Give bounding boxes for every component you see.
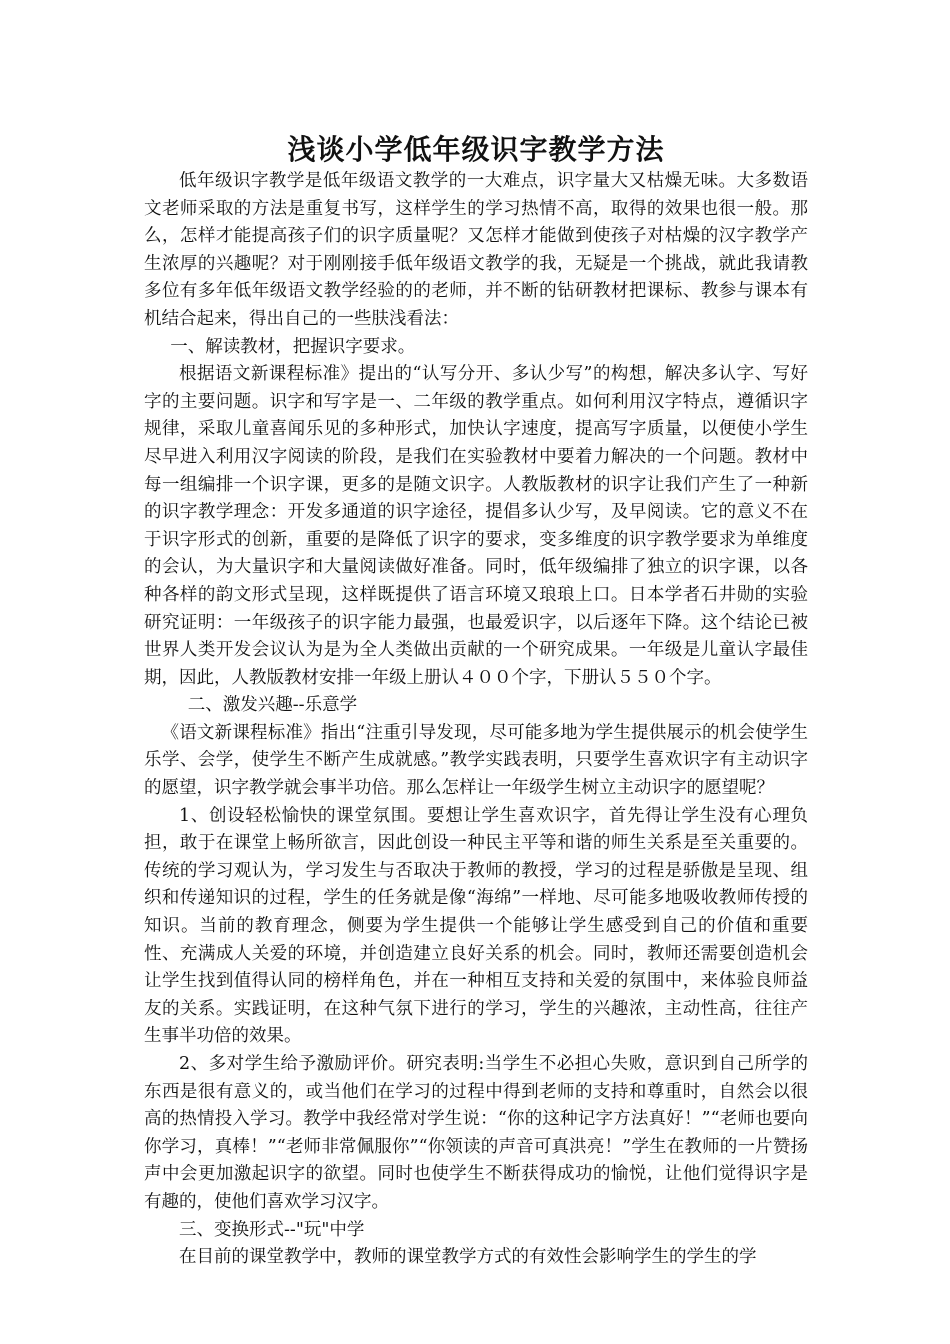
document-title: 浅谈小学低年级识字教学方法 — [287, 133, 665, 166]
paragraph-section-1: 根据语文新课程标准》提出的“认写分开、多认少写”的构想，解决多认字、写好字的主要问题。识字和写字是一、二年级的教学重点。如何利用汉字特点，遵循识字规律，采取儿童喜闻乐见的多种形式，加快认字速度，提高写字质量，以便使小学生尽早进入利用汉字阅读的阶段，是我们在实验教材中要着力解决的一个问题。教材中每一组编排一个识字课，更多的是随文识字。人教版教材的识字让我们产生了一种新的识字教学理念：开发多通道的识字途径，提倡多认少写，及早阅读。它的意义不在于识字形式的创新，重要的是降低了识字的要求，变多维度的识字教学要求为单维度的会认，为大量识字和大量阅读做好准备。同时，低年级编排了独立的识字课，以各种各样的韵文形式呈现，这样既提供了语言环境又琅琅上口。日本学者石井勋的实验研究证明：一年级孩子的识字能力最强，也最爱识字，以后逐年下降。这个结论已被世界人类开发会议认为是为全人类做出贡献的一个研究成果。一年级是儿童认字最佳期，因此，人教版教材安排一年级上册认４００个字，下册认５５０个字。 — [144, 364, 808, 688]
paragraph-point-2: 2、多对学生给予激励评价。研究表明:当学生不必担心失败，意识到自己所学的东西是很有意义的，或当他们在学习的过程中得到老师的支持和尊重时，自然会以很高的热情投入学习。教学中我经常对学生说：“你的这种记字方法真好！”“老师也要向你学习，真棒！”“老师非常佩服你”“你领读的声音可真洪亮！”学生在教师的一片赞扬声中会更加激起识字的欲望。同时也使学生不断获得成功的愉悦，让他们觉得识字是有趣的，使他们喜欢学习汉字。 — [144, 1054, 808, 1212]
section-heading-3: 三、变换形式--"玩"中学 — [179, 1219, 365, 1240]
document-body — [144, 168, 808, 1272]
document-page — [144, 132, 808, 1272]
paragraph-section-3: 在目前的课堂教学中，教师的课堂教学方式的有效性会影响学生的学生的学 — [179, 1247, 757, 1268]
section-heading-1: 一、解读教材，把握识字要求。 — [170, 336, 416, 357]
section-heading-2: 二、激发兴趣--乐意学 — [187, 695, 358, 716]
paragraph-point-1: 1、创设轻松愉快的课堂氛围。要想让学生喜欢识字，首先得让学生没有心理负担，敢于在课堂上畅所欲言，因此创设一种民主平等和谐的师生关系是至关重要的。传统的学习观认为，学习发生与否取决于教师的教授，学习的过程是骄傲是呈现、组织和传递知识的过程，学生的任务就是像“海绵”一样地、尽可能多地吸收教师传授的知识。当前的教育理念，侧要为学生提供一个能够让学生感受到自己的价值和重要性、充满成人关爱的环境，并创造建立良好关系的机会。同时，教师还需要创造机会让学生找到值得认同的榜样角色，并在一种相互支持和关爱的氛围中，来体验良师益友的关系。实践证明，在这种气氛下进行的学习，学生的兴趣浓，主动性高，往往产生事半功倍的效果。 — [144, 805, 808, 1047]
paragraph-intro: 低年级识字教学是低年级语文教学的一大难点，识字量大又枯燥无味。大多数语文老师采取的方法是重复书写，这样学生的学习热情不高，取得的效果也很一般。那么，怎样才能提高孩子们的识字质量呢？又怎样才能做到使孩子对枯燥的汉字教学产生浓厚的兴趣呢？对于刚刚接手低年级语文教学的我，无疑是一个挑战，就此我请教多位有多年低年级语文教学经验的的老师，并不断的钻研教材把课标、教参与课本有机结合起来，得出自己的一些肤浅看法： — [144, 171, 808, 329]
paragraph-section-2: 《语文新课程标准》指出“注重引导发现，尽可能多地为学生提供展示的机会使学生乐学、会学，使学生不断产生成就感。”教学实践表明，只要学生喜欢识字有主动识字的愿望，识字教学就会事半功倍。那么怎样让一年级学生树立主动识字的愿望呢？ — [144, 722, 808, 799]
